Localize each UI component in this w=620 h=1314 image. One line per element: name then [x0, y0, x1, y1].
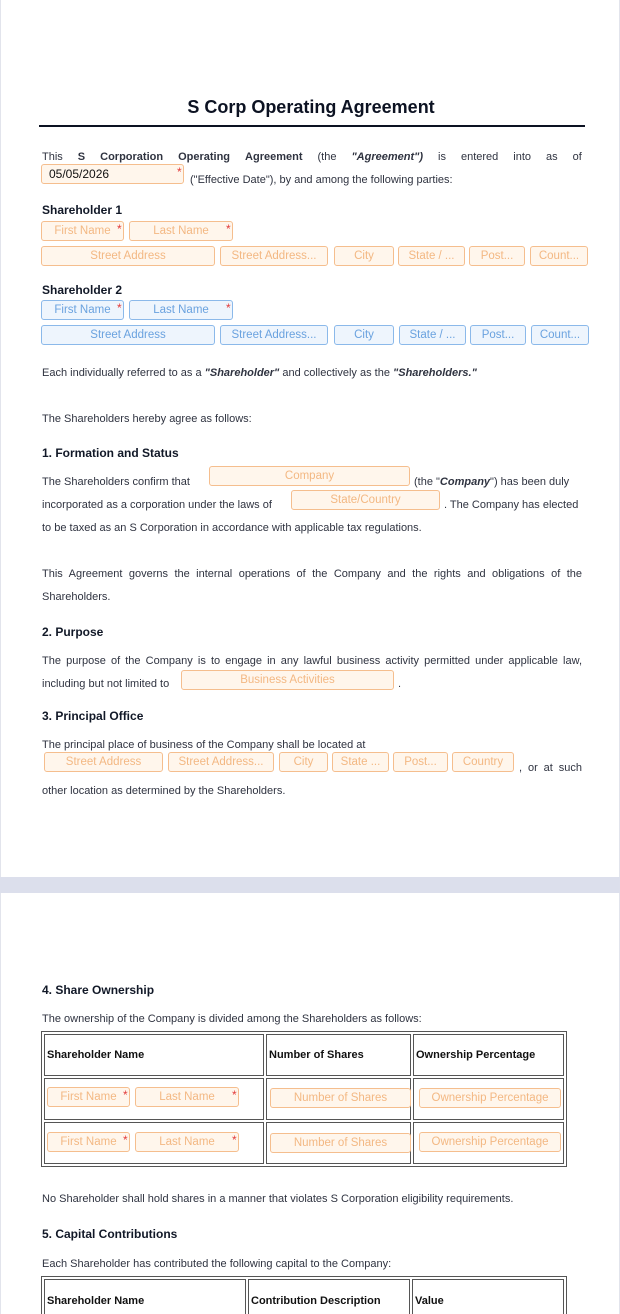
- text-run: and collectively as the: [279, 367, 394, 379]
- shareholder-2-state-input[interactable]: State / ...: [399, 325, 466, 345]
- shareholder-1-heading: Shareholder 1: [42, 203, 123, 217]
- shareholder-1-city-input[interactable]: City: [334, 246, 394, 266]
- sec5-intro: Each Shareholder has contributed the following capital to the Company:: [42, 1258, 392, 1270]
- row-2-ownership-percentage-input[interactable]: Ownership Percentage: [419, 1132, 561, 1152]
- capital-contributions-table: [41, 1276, 567, 1314]
- intro-word: of: [572, 151, 582, 163]
- sec4-intro: The ownership of the Company is divided among the Shareholders as follows:: [42, 1013, 422, 1025]
- office-postal-input[interactable]: Post...: [393, 752, 448, 772]
- row-2-first-name-input[interactable]: First Name: [47, 1132, 130, 1152]
- office-street-input[interactable]: Street Address: [44, 752, 163, 772]
- shareholder-2-street2-input[interactable]: Street Address...: [220, 325, 328, 345]
- shareholder-2-heading: Shareholder 2: [42, 283, 123, 297]
- shareholder-1-last-name-input[interactable]: Last Name: [129, 221, 233, 241]
- office-state-input[interactable]: State ...: [332, 752, 389, 772]
- sec2-line-2b: .: [398, 678, 402, 690]
- intro-word: Corporation: [100, 151, 164, 163]
- document-page-2: [0, 893, 620, 1314]
- shareholder-2-first-name-input[interactable]: First Name: [41, 300, 124, 320]
- intro-word: S: [77, 151, 86, 163]
- required-marker: *: [226, 222, 231, 236]
- sec2-line-1: The purpose of the Company is to engage in any lawful business activity permitted under applicable law,: [42, 655, 582, 667]
- document-title: S Corp Operating Agreement: [187, 97, 435, 117]
- state-country-input[interactable]: State/Country: [291, 490, 440, 510]
- effective-date-input[interactable]: 05/05/2026: [41, 164, 184, 184]
- company-name-input[interactable]: Company: [209, 466, 410, 486]
- shareholder-2-country-input[interactable]: Count...: [531, 325, 589, 345]
- row-1-number-of-shares-input[interactable]: Number of Shares: [270, 1088, 411, 1108]
- intro-word: as: [546, 151, 558, 163]
- sec3-line-2: , or at such: [519, 762, 582, 774]
- section-3-heading: 3. Principal Office: [42, 709, 144, 723]
- sec2-line-2a: including but not limited to: [42, 678, 170, 690]
- required-marker: *: [123, 1133, 128, 1147]
- office-city-input[interactable]: City: [279, 752, 328, 772]
- column-header: Number of Shares: [266, 1034, 411, 1076]
- table-header-row: [44, 1034, 564, 1076]
- intro-word: into: [513, 151, 532, 163]
- intro-word: is: [438, 151, 446, 163]
- text-run: "Shareholder": [204, 367, 280, 379]
- required-marker: *: [232, 1088, 237, 1102]
- row-2-last-name-input[interactable]: Last Name: [135, 1132, 239, 1152]
- required-marker: *: [226, 301, 231, 315]
- intro-word: "Agreement"): [351, 151, 424, 163]
- section-1-heading: 1. Formation and Status: [42, 446, 179, 460]
- business-activities-input[interactable]: Business Activities: [181, 670, 394, 690]
- intro-line-1: [42, 150, 582, 164]
- sec3-line-1: The principal place of business of the Company shall be located at: [42, 739, 366, 751]
- text-run: ") has been duly: [490, 476, 570, 488]
- required-marker: *: [117, 222, 122, 236]
- shareholder-2-city-input[interactable]: City: [334, 325, 394, 345]
- section-5-heading: 5. Capital Contributions: [42, 1227, 178, 1241]
- shareholder-1-postal-input[interactable]: Post...: [469, 246, 525, 266]
- shareholder-2-postal-input[interactable]: Post...: [470, 325, 526, 345]
- shareholder-1-street2-input[interactable]: Street Address...: [220, 246, 328, 266]
- sec1-line-1b: [414, 475, 582, 489]
- sec3-line-3: other location as determined by the Shareholders.: [42, 785, 286, 797]
- text-run: Company: [439, 476, 491, 488]
- column-header: Shareholder Name: [44, 1034, 264, 1076]
- agree-text: The Shareholders hereby agree as follows:: [42, 413, 252, 425]
- section-2-heading: 2. Purpose: [42, 625, 104, 639]
- row-2-number-of-shares-input[interactable]: Number of Shares: [270, 1133, 411, 1153]
- intro-word: (the: [317, 151, 337, 163]
- intro-word: This: [42, 151, 63, 163]
- required-marker: *: [177, 165, 182, 179]
- office-country-input[interactable]: Country: [452, 752, 514, 772]
- intro-word: Agreement: [245, 151, 303, 163]
- intro-word: Operating: [178, 151, 231, 163]
- sec1-line-1a: The Shareholders confirm that: [42, 476, 190, 488]
- row-1-first-name-input[interactable]: First Name: [47, 1087, 130, 1107]
- shareholder-2-street-input[interactable]: Street Address: [41, 325, 215, 345]
- individually-text: [42, 366, 477, 380]
- sec1-para-2-line-1: This Agreement governs the internal operations of the Company and the rights and obligations of the: [42, 568, 582, 580]
- row-1-last-name-input[interactable]: Last Name: [135, 1087, 239, 1107]
- intro-word: entered: [460, 151, 499, 163]
- column-header: Shareholder Name: [44, 1279, 246, 1314]
- shareholder-1-state-input[interactable]: State / ...: [398, 246, 465, 266]
- text-run: (the ": [414, 476, 440, 488]
- sec4-note: No Shareholder shall hold shares in a manner that violates S Corporation eligibility requirements.: [42, 1193, 514, 1205]
- shareholder-1-country-input[interactable]: Count...: [530, 246, 588, 266]
- table-header-row: [44, 1279, 564, 1314]
- sec1-line-2a: incorporated as a corporation under the laws of: [42, 499, 272, 511]
- intro-line-2: ("Effective Date"), by and among the following parties:: [190, 174, 453, 186]
- sec1-line-3: to be taxed as an S Corporation in accordance with applicable tax regulations.: [42, 522, 422, 534]
- sec1-line-2b: . The Company has elected: [444, 499, 579, 511]
- shareholder-1-street-input[interactable]: Street Address: [41, 246, 215, 266]
- required-marker: *: [123, 1088, 128, 1102]
- text-run: "Shareholders.": [393, 367, 477, 379]
- title-divider: [39, 125, 585, 127]
- required-marker: *: [232, 1133, 237, 1147]
- column-header: Value: [412, 1279, 564, 1314]
- column-header: Ownership Percentage: [413, 1034, 564, 1076]
- text-run: Each individually referred to as a: [42, 367, 205, 379]
- page-separator: [0, 877, 620, 893]
- office-street2-input[interactable]: Street Address...: [168, 752, 274, 772]
- row-1-ownership-percentage-input[interactable]: Ownership Percentage: [419, 1088, 561, 1108]
- text-run: [414, 475, 569, 489]
- shareholder-2-last-name-input[interactable]: Last Name: [129, 300, 233, 320]
- sec1-para-2-line-2: Shareholders.: [42, 591, 111, 603]
- required-marker: *: [117, 301, 122, 315]
- section-4-heading: 4. Share Ownership: [42, 983, 155, 997]
- shareholder-1-first-name-input[interactable]: First Name: [41, 221, 124, 241]
- column-header: Contribution Description: [248, 1279, 410, 1314]
